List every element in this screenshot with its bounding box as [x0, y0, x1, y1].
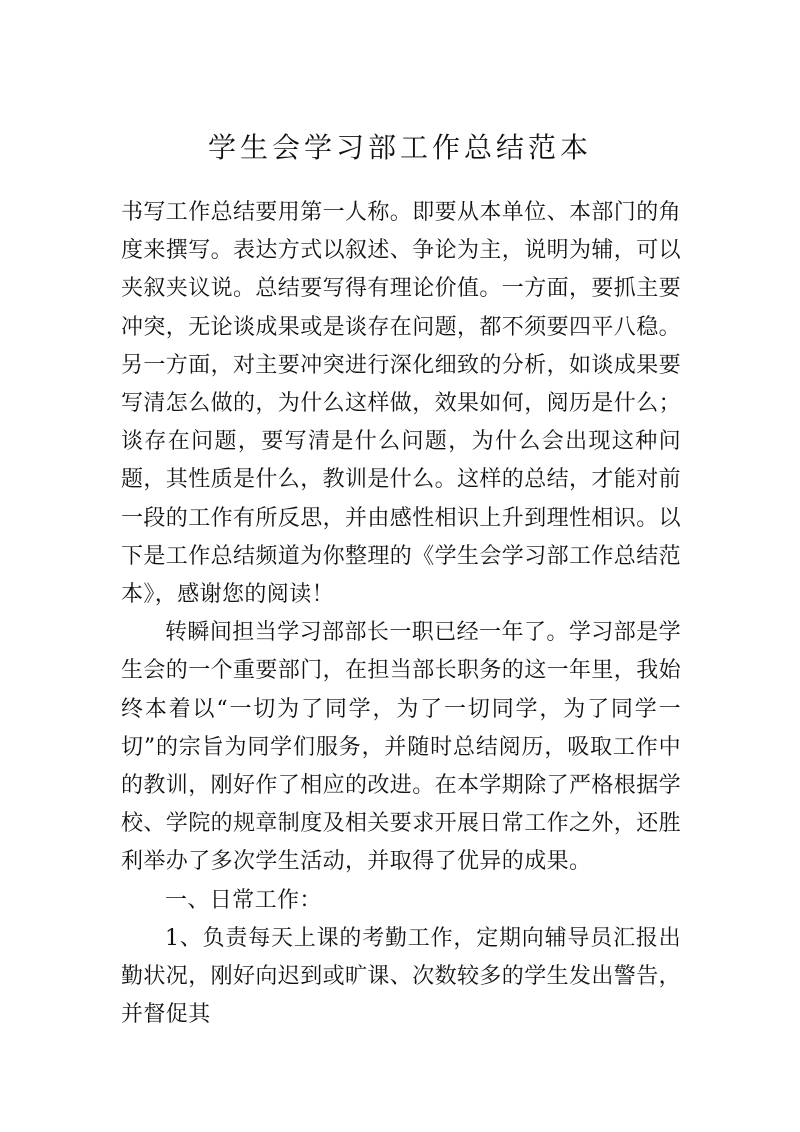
list-item-paragraph: 1、负责每天上课的考勤工作，定期向辅导员汇报出勤状况，刚好向迟到或旷课、次数较多的学生发出警告，并督促其	[121, 925, 682, 1028]
body-paragraph: 转瞬间担当学习部部长一职已经一年了。学习部是学生会的一个重要部门，在担当部长职务的这一年里，我始终本着以“一切为了同学，为了一切同学，为了同学一切”的宗旨为同学们服务，并随时总结阅历，吸取工作中的教训，刚好作了相应的改进。在本学期除了严格根据学校、学院的规章制度及相关要求开展日常工作之外，还胜利举办了多次学生活动，并取得了优异的成果。	[121, 620, 682, 875]
section-heading: 一、日常工作：	[165, 887, 322, 913]
intro-paragraph: 书写工作总结要用第一人称。即要从本单位、本部门的角度来撰写。表达方式以叙述、争论为主，说明为辅，可以夹叙夹议说。总结要写得有理论价值。一方面，要抓主要冲突，无论谈成果或是谈存在问题，都不须要四平八稳。另一方面，对主要冲突进行深化细致的分析，如谈成果要写清怎么做的，为什么这样做，效果如何，阅历是什么；谈存在问题，要写清是什么问题，为什么会出现这种问题，其性质是什么，教训是什么。这样的总结，才能对前一段的工作有所反思，并由感性相识上升到理性相识。以下是工作总结频道为你整理的《学生会学习部工作总结范本》，感谢您的阅读！	[121, 200, 682, 608]
document-title: 学生会学习部工作总结范本	[207, 131, 592, 164]
document-body	[121, 194, 681, 1034]
